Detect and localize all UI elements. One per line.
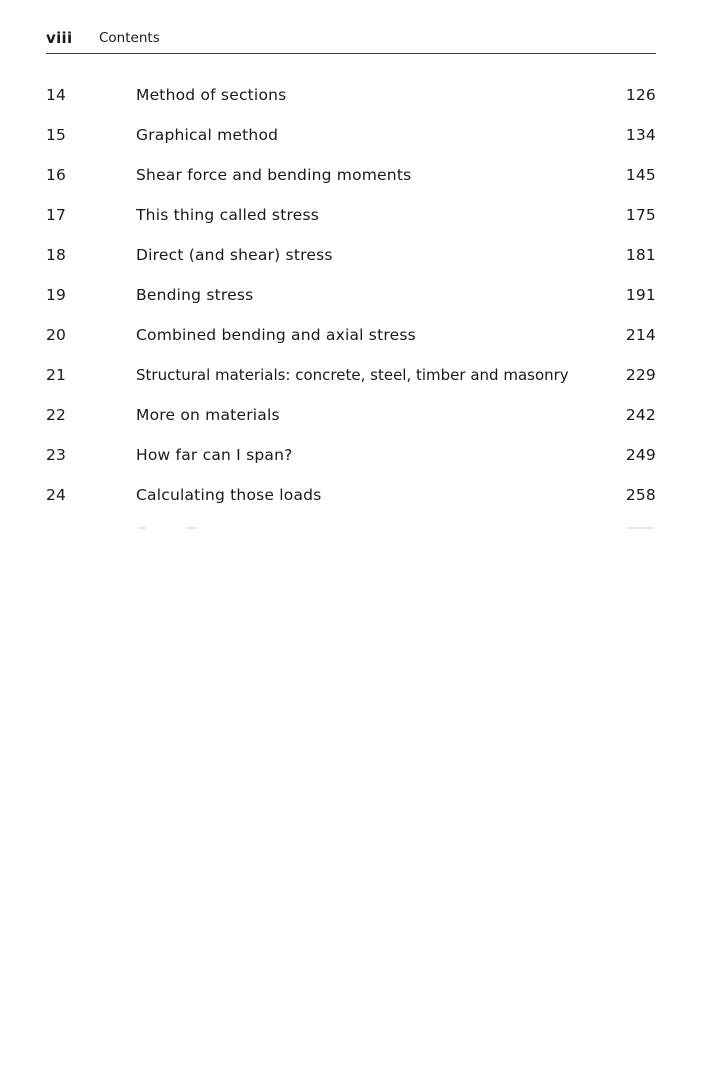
chapter-title: This thing called stress: [136, 206, 320, 224]
cutoff-line-remnant: [46, 527, 656, 531]
chapter-number: 15: [46, 126, 67, 144]
chapter-page: 191: [625, 286, 656, 304]
chapter-page: 181: [625, 246, 656, 264]
chapter-title: Structural materials: concrete, steel, timber and masonry: [136, 366, 569, 384]
chapter-number: 16: [46, 166, 67, 184]
chapter-number: 23: [46, 446, 67, 464]
chapter-page: 229: [625, 366, 656, 384]
chapter-title: Graphical method: [136, 126, 279, 144]
chapter-title: How far can I span?: [136, 446, 293, 464]
chapter-page: 258: [625, 486, 656, 504]
chapter-number: 14: [46, 86, 67, 104]
chapter-page: 175: [625, 206, 656, 224]
remnant-mark: [186, 527, 196, 529]
chapter-page: 145: [625, 166, 656, 184]
toc-entry-20: [46, 326, 656, 366]
chapter-title: Shear force and bending moments: [136, 166, 412, 184]
toc-entry-22: [46, 406, 656, 446]
remnant-mark: [138, 527, 146, 529]
chapter-number: 22: [46, 406, 67, 424]
chapter-number: 19: [46, 286, 67, 304]
chapter-page: 134: [625, 126, 656, 144]
toc-entry-14: [46, 86, 656, 126]
table-of-contents: [46, 86, 656, 526]
chapter-page: 242: [625, 406, 656, 424]
toc-entry-21: [46, 366, 656, 406]
chapter-title: More on materials: [136, 406, 280, 424]
chapter-number: 21: [46, 366, 67, 384]
toc-entry-15: [46, 126, 656, 166]
chapter-number: 18: [46, 246, 67, 264]
chapter-title: Method of sections: [136, 86, 287, 104]
toc-entry-17: [46, 206, 656, 246]
chapter-title: Combined bending and axial stress: [136, 326, 416, 344]
section-title: Contents: [99, 30, 160, 46]
toc-entry-23: [46, 446, 656, 486]
header-rule: [46, 53, 656, 54]
running-head: [46, 29, 656, 49]
toc-entry-16: [46, 166, 656, 206]
page-number: viii: [46, 29, 73, 47]
chapter-number: 20: [46, 326, 67, 344]
chapter-title: Calculating those loads: [136, 486, 322, 504]
chapter-title: Direct (and shear) stress: [136, 246, 333, 264]
chapter-number: 24: [46, 486, 67, 504]
chapter-page: 126: [625, 86, 656, 104]
toc-entry-19: [46, 286, 656, 326]
toc-entry-24: [46, 486, 656, 526]
chapter-title: Bending stress: [136, 286, 254, 304]
toc-entry-18: [46, 246, 656, 286]
remnant-mark: [628, 527, 654, 529]
chapter-page: 214: [625, 326, 656, 344]
chapter-number: 17: [46, 206, 67, 224]
chapter-page: 249: [625, 446, 656, 464]
